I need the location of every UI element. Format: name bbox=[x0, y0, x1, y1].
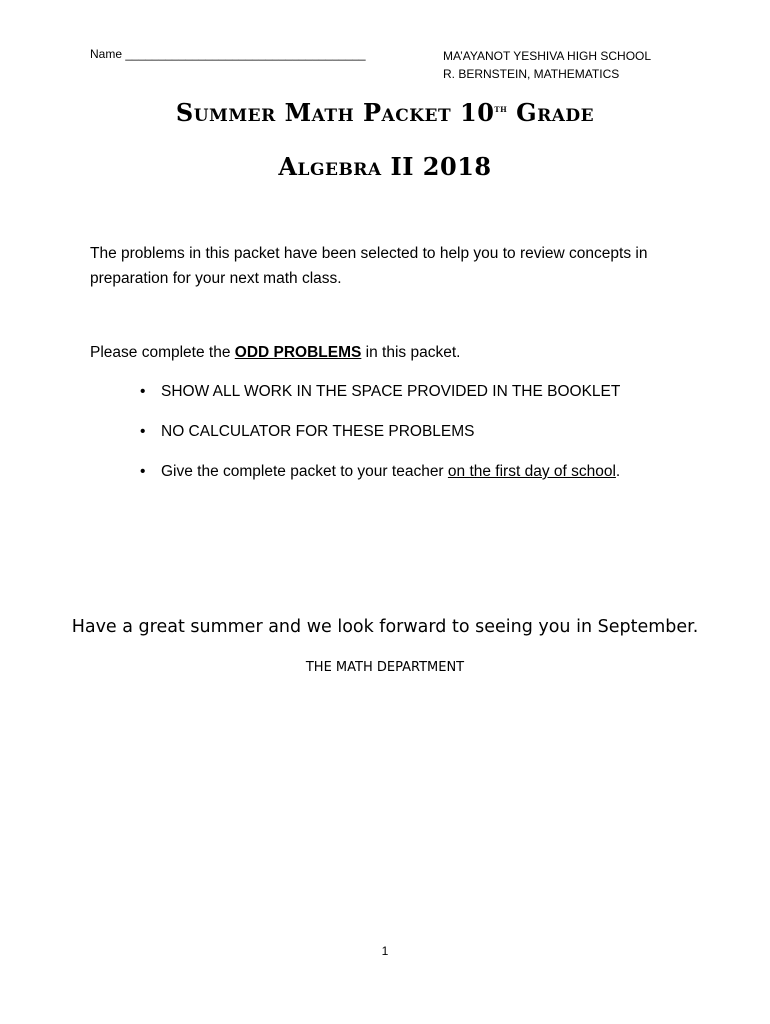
instructions-suffix: in this packet. bbox=[361, 344, 461, 361]
packet-title-main: Summer Math Packet 10 bbox=[175, 98, 495, 127]
course-title: Algebra II 2018 bbox=[278, 152, 492, 181]
name-blank-line: ____________________________________ bbox=[125, 47, 366, 61]
bullet-icon: • bbox=[140, 463, 146, 480]
bullet-icon: • bbox=[140, 383, 146, 400]
odd-problems-emphasis: ODD PROBLEMS bbox=[234, 344, 362, 361]
bullet-text-period: . bbox=[615, 463, 621, 480]
bullet-icon: • bbox=[140, 423, 146, 440]
instructions-prefix: Please complete the bbox=[90, 344, 235, 361]
bullet-text-no-calculator: NO CALCULATOR FOR THESE PROBLEMS bbox=[161, 423, 475, 440]
bullet-text-give-packet: Give the complete packet to your teacher bbox=[161, 463, 448, 480]
teacher-name: R. BERNSTEIN, MATHEMATICS bbox=[443, 67, 620, 81]
list-item bbox=[90, 383, 620, 423]
first-day-emphasis: on the first day of school bbox=[447, 463, 616, 480]
packet-title bbox=[0, 98, 770, 127]
instructions-line bbox=[90, 344, 460, 362]
department-signature: THE MATH DEPARTMENT bbox=[305, 660, 465, 675]
list-item bbox=[90, 423, 620, 463]
instruction-bullets bbox=[90, 383, 620, 503]
school-info bbox=[443, 47, 651, 83]
name-field bbox=[90, 47, 366, 61]
bullet-text-show-work: SHOW ALL WORK IN THE SPACE PROVIDED IN THE BOOKLET bbox=[161, 383, 621, 400]
closing-message: Have a great summer and we look forward to seeing you in September. bbox=[71, 617, 699, 637]
intro-paragraph: The problems in this packet have been selected to help you to review concepts in preparation for your next math class. bbox=[90, 245, 648, 287]
packet-title-end: Grade bbox=[507, 98, 595, 127]
packet-title-superscript: th bbox=[494, 104, 508, 115]
page-number: 1 bbox=[381, 944, 389, 958]
school-name: MA’AYANOT YESHIVA HIGH SCHOOL bbox=[443, 49, 652, 63]
name-label: Name bbox=[90, 47, 126, 61]
list-item bbox=[90, 463, 620, 503]
